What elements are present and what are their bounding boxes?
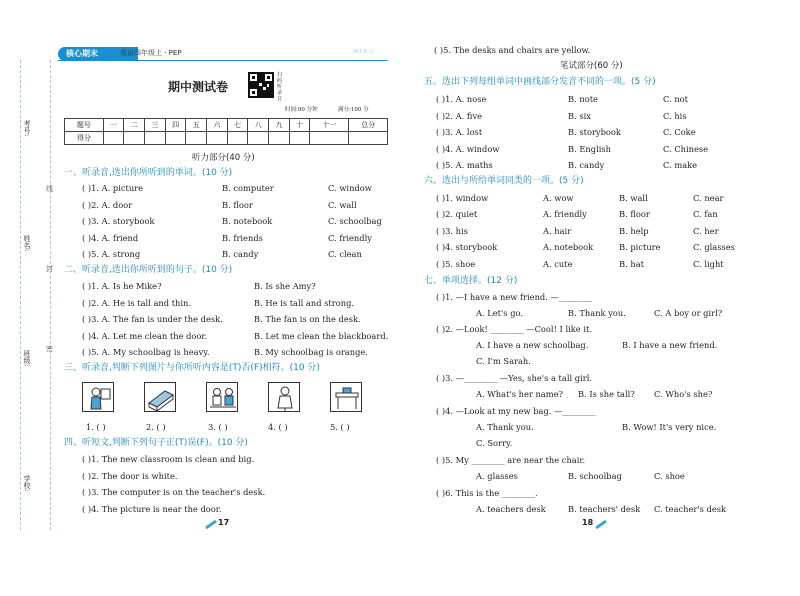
s7-q2: ( )2. —Look! ________ —Cool! I like it. xyxy=(436,324,592,334)
s6-item-5-c: B. hat xyxy=(619,259,644,269)
table-cell: 九 xyxy=(269,119,290,132)
page-number-left: 17 xyxy=(218,518,230,527)
s1-item-4-c: C. friendly xyxy=(328,233,372,243)
s5-item-4-b: B. English xyxy=(568,144,611,154)
s7-q2-b: B. I have a new friend. xyxy=(622,340,718,350)
s7-q6-c: C. teacher's desk xyxy=(654,504,727,514)
s5-item-3-c: C. Coke xyxy=(663,127,696,137)
s2-item-3-a: ( )3. A. The fan is under the desk. xyxy=(82,314,223,324)
score-table-score-row xyxy=(65,132,388,145)
section-7-title: 七、单项选择。(12 分) xyxy=(424,276,518,286)
s7-q4: ( )4. —Look at my new bag. —________ xyxy=(436,406,596,416)
s2-item-4-a: ( )4. A. Let me clean the door. xyxy=(82,331,208,341)
field-number: 考号: xyxy=(23,120,31,137)
table-cell: 八 xyxy=(248,119,269,132)
s7-q6-b: B. teachers' desk xyxy=(568,504,641,514)
score-input-cell[interactable] xyxy=(227,132,248,145)
table-cell: 得分 xyxy=(65,132,104,145)
section-1-title: 一、听录音,选出你所听到的单词。(10 分) xyxy=(64,168,233,178)
score-input-cell[interactable] xyxy=(186,132,207,145)
table-cell: 三 xyxy=(145,119,166,132)
s4-item-4: ( )4. The picture is near the door. xyxy=(82,504,222,514)
s5-item-4-c: C. Chinese xyxy=(663,144,709,154)
s4-item-2: ( )2. The door is white. xyxy=(82,471,178,481)
s7-q5-a: A. glasses xyxy=(476,471,518,481)
s1-item-3-c: C. schoolbag xyxy=(328,216,382,226)
table-cell: 一 xyxy=(103,119,124,132)
score-input-cell[interactable] xyxy=(349,132,388,145)
table-cell: 四 xyxy=(165,119,186,132)
s3-blank-4[interactable]: 4. ( ) xyxy=(268,422,288,432)
s7-q4-a: A. Thank you. xyxy=(476,422,534,432)
score-input-cell[interactable] xyxy=(207,132,228,145)
s1-item-2-a: ( )2. A. door xyxy=(82,200,133,210)
score-input-cell[interactable] xyxy=(103,132,124,145)
score-table xyxy=(64,118,388,145)
s7-q2-a: A. I have a new schoolbag. xyxy=(476,340,589,350)
s5-item-5-b: B. candy xyxy=(568,160,605,170)
s2-item-2-a: ( )2. A. He is tall and thin. xyxy=(82,298,192,308)
s5-item-2-a: ( )2. A. five xyxy=(436,111,483,121)
s5-item-1-a: ( )1. A. nose xyxy=(436,94,487,104)
score-input-cell[interactable] xyxy=(289,132,310,145)
s6-item-3-d: C. her xyxy=(693,226,719,236)
s2-item-2-b: B. He is tall and strong. xyxy=(254,298,355,308)
s7-q1-b: B. Thank you. xyxy=(568,308,626,318)
picture-two-kids xyxy=(206,382,238,412)
s7-q6: ( )6. This is the ________. xyxy=(436,488,538,498)
s2-item-5-b: B. My schoolbag is orange. xyxy=(254,347,368,357)
s5-item-5-a: ( )5. A. maths xyxy=(436,160,493,170)
s6-item-1-c: B. wall xyxy=(619,193,648,203)
seal-mark: 线 xyxy=(46,185,53,193)
field-class: 班级: xyxy=(23,350,31,367)
s7-q5-b: B. schoolbag xyxy=(568,471,622,481)
s7-q1-a: A. Let's go. xyxy=(476,308,523,318)
page-number-right: 18 xyxy=(582,518,594,527)
s3-blank-3[interactable]: 3. ( ) xyxy=(208,422,228,432)
score-input-cell[interactable] xyxy=(124,132,145,145)
s7-q3-c: C. Who's she? xyxy=(654,389,713,399)
binding-line-inner xyxy=(50,60,51,530)
s7-q1: ( )1. —I have a new friend. —________ xyxy=(436,292,592,302)
header-right-note: 期末复习 xyxy=(353,49,374,55)
section-4-title: 四、听短文,判断下列句子正(T)误(F)。(10 分) xyxy=(64,438,248,448)
s6-item-1-b: A. wow xyxy=(543,193,574,203)
s1-item-2-b: B. floor xyxy=(222,200,253,210)
field-name: 姓名: xyxy=(23,235,31,252)
exam-score: 满分:100 分 xyxy=(338,107,369,113)
table-cell: 十一 xyxy=(310,119,349,132)
s7-q2-c: C. I'm Sarah. xyxy=(476,356,531,366)
score-input-cell[interactable] xyxy=(145,132,166,145)
s5-item-2-b: B. six xyxy=(568,111,591,121)
qr-label: 扫码听录音 xyxy=(277,72,283,102)
s2-item-5-a: ( )5. A. My schoolbag is heavy. xyxy=(82,347,210,357)
s6-item-5-b: A. cute xyxy=(543,259,573,269)
s6-item-4-c: B. picture xyxy=(619,242,661,252)
s1-item-5-a: ( )5. A. strong xyxy=(82,249,141,259)
picture-desk xyxy=(330,382,362,412)
s1-item-2-c: C. wall xyxy=(328,200,357,210)
s3-blank-5[interactable]: 5. ( ) xyxy=(330,422,350,432)
s6-item-5-d: C. light xyxy=(693,259,724,269)
seal-mark: 密 xyxy=(46,345,53,353)
qr-code xyxy=(248,72,274,98)
s6-item-4-b: A. notebook xyxy=(543,242,594,252)
field-school: 学校: xyxy=(23,475,31,492)
s7-q3-b: B. Is she tall? xyxy=(578,389,635,399)
s1-item-3-b: B. notebook xyxy=(222,216,273,226)
picture-girl xyxy=(268,382,300,412)
s6-item-3-a: ( )3. his xyxy=(436,226,468,236)
s6-item-3-c: B. help xyxy=(619,226,649,236)
written-heading: 笔试部分(60 分) xyxy=(560,61,623,71)
s7-q3: ( )3. —________ —Yes, she's a tall girl. xyxy=(436,373,592,383)
header-rule xyxy=(58,60,388,61)
brand-subtitle: 英语四年级上 · PEP xyxy=(120,49,182,57)
score-input-cell[interactable] xyxy=(310,132,349,145)
s6-item-4-d: C. glasses xyxy=(693,242,735,252)
s1-item-1-a: ( )1. A. picture xyxy=(82,183,144,193)
table-cell: 题号 xyxy=(65,119,104,132)
s2-item-4-b: B. Let me clean the blackboard. xyxy=(254,331,389,341)
exam-time: 时间:90 分钟 xyxy=(285,107,318,113)
s4-item-1: ( )1. The new classroom is clean and big. xyxy=(82,454,255,464)
score-table-header-row xyxy=(65,119,388,132)
s5-item-2-c: C. his xyxy=(663,111,687,121)
binding-line-outer xyxy=(20,60,21,530)
score-input-cell[interactable] xyxy=(269,132,290,145)
s7-q4-c: C. Sorry. xyxy=(476,438,513,448)
s5-item-5-c: C. make xyxy=(663,160,698,170)
pencil-icon xyxy=(205,520,217,529)
s7-q1-c: C. A boy or girl? xyxy=(654,308,723,318)
s2-item-3-b: B. The fan is on the desk. xyxy=(254,314,361,324)
s5-item-3-a: ( )3. A. lost xyxy=(436,127,483,137)
s6-item-1-a: ( )1. window xyxy=(436,193,489,203)
s4-item-5: ( )5. The desks and chairs are yellow. xyxy=(434,45,591,55)
section-2-title: 二、听录音,选出你所听到的句子。(10 分) xyxy=(64,265,233,275)
s1-item-5-b: B. candy xyxy=(222,249,259,259)
score-input-cell[interactable] xyxy=(248,132,269,145)
s1-item-1-b: B. computer xyxy=(222,183,274,193)
table-cell: 二 xyxy=(124,119,145,132)
table-cell: 十 xyxy=(289,119,310,132)
section-3-title: 三、听录音,判断下列图片与你所听内容是(T)否(F)相符。(10 分) xyxy=(64,363,320,373)
s1-item-4-a: ( )4. A. friend xyxy=(82,233,139,243)
s4-item-3: ( )3. The computer is on the teacher's desk. xyxy=(82,487,266,497)
s2-item-1-b: B. Is she Amy? xyxy=(254,281,316,291)
s6-item-3-b: A. hair xyxy=(543,226,572,236)
s7-q4-b: B. Wow! It's very nice. xyxy=(622,422,717,432)
s6-item-2-a: ( )2. quiet xyxy=(436,209,478,219)
s1-item-5-c: C. clean xyxy=(328,249,362,259)
picture-books xyxy=(144,382,176,412)
table-cell: 五 xyxy=(186,119,207,132)
s5-item-3-b: B. storybook xyxy=(568,127,621,137)
table-cell: 七 xyxy=(227,119,248,132)
s6-item-2-d: C. fan xyxy=(693,209,718,219)
s7-q3-a: A. What's her name? xyxy=(476,389,563,399)
s3-blank-2[interactable]: 2. ( ) xyxy=(146,422,166,432)
s1-item-1-c: C. window xyxy=(328,183,372,193)
s5-item-1-c: C. not xyxy=(663,94,688,104)
listening-heading: 听力部分(40 分) xyxy=(192,153,255,163)
section-6-title: 六、选出与所给单词同类的一项。(5 分) xyxy=(424,176,584,186)
s6-item-2-c: B. floor xyxy=(619,209,650,219)
s5-item-1-b: B. note xyxy=(568,94,598,104)
table-cell: 六 xyxy=(207,119,228,132)
section-5-title: 五、选出下列每组单词中画线部分发音不同的一项。(5 分) xyxy=(424,77,656,87)
s7-q6-a: A. teachers desk xyxy=(476,504,546,514)
s6-item-4-a: ( )4. storybook xyxy=(436,242,498,252)
s6-item-1-d: C. near xyxy=(693,193,724,203)
s7-q5-c: C. shoe xyxy=(654,471,685,481)
s7-q5: ( )5. My ________ are near the chair. xyxy=(436,455,586,465)
table-cell: 总分 xyxy=(349,119,388,132)
pencil-icon xyxy=(595,520,607,529)
page-title: 期中测试卷 xyxy=(168,80,229,94)
score-input-cell[interactable] xyxy=(165,132,186,145)
s3-blank-1[interactable]: 1. ( ) xyxy=(86,422,106,432)
s5-item-4-a: ( )4. A. window xyxy=(436,144,500,154)
s6-item-5-a: ( )5. shoe xyxy=(436,259,476,269)
brand-logo: 核心期末 xyxy=(58,47,138,61)
seal-mark: 封 xyxy=(46,265,53,273)
s6-item-2-b: A. friendly xyxy=(543,209,587,219)
s1-item-3-a: ( )3. A. storybook xyxy=(82,216,155,226)
s1-item-4-b: B. friends xyxy=(222,233,263,243)
s2-item-1-a: ( )1. A. Is he Mike? xyxy=(82,281,162,291)
picture-boy-reading xyxy=(82,382,114,412)
